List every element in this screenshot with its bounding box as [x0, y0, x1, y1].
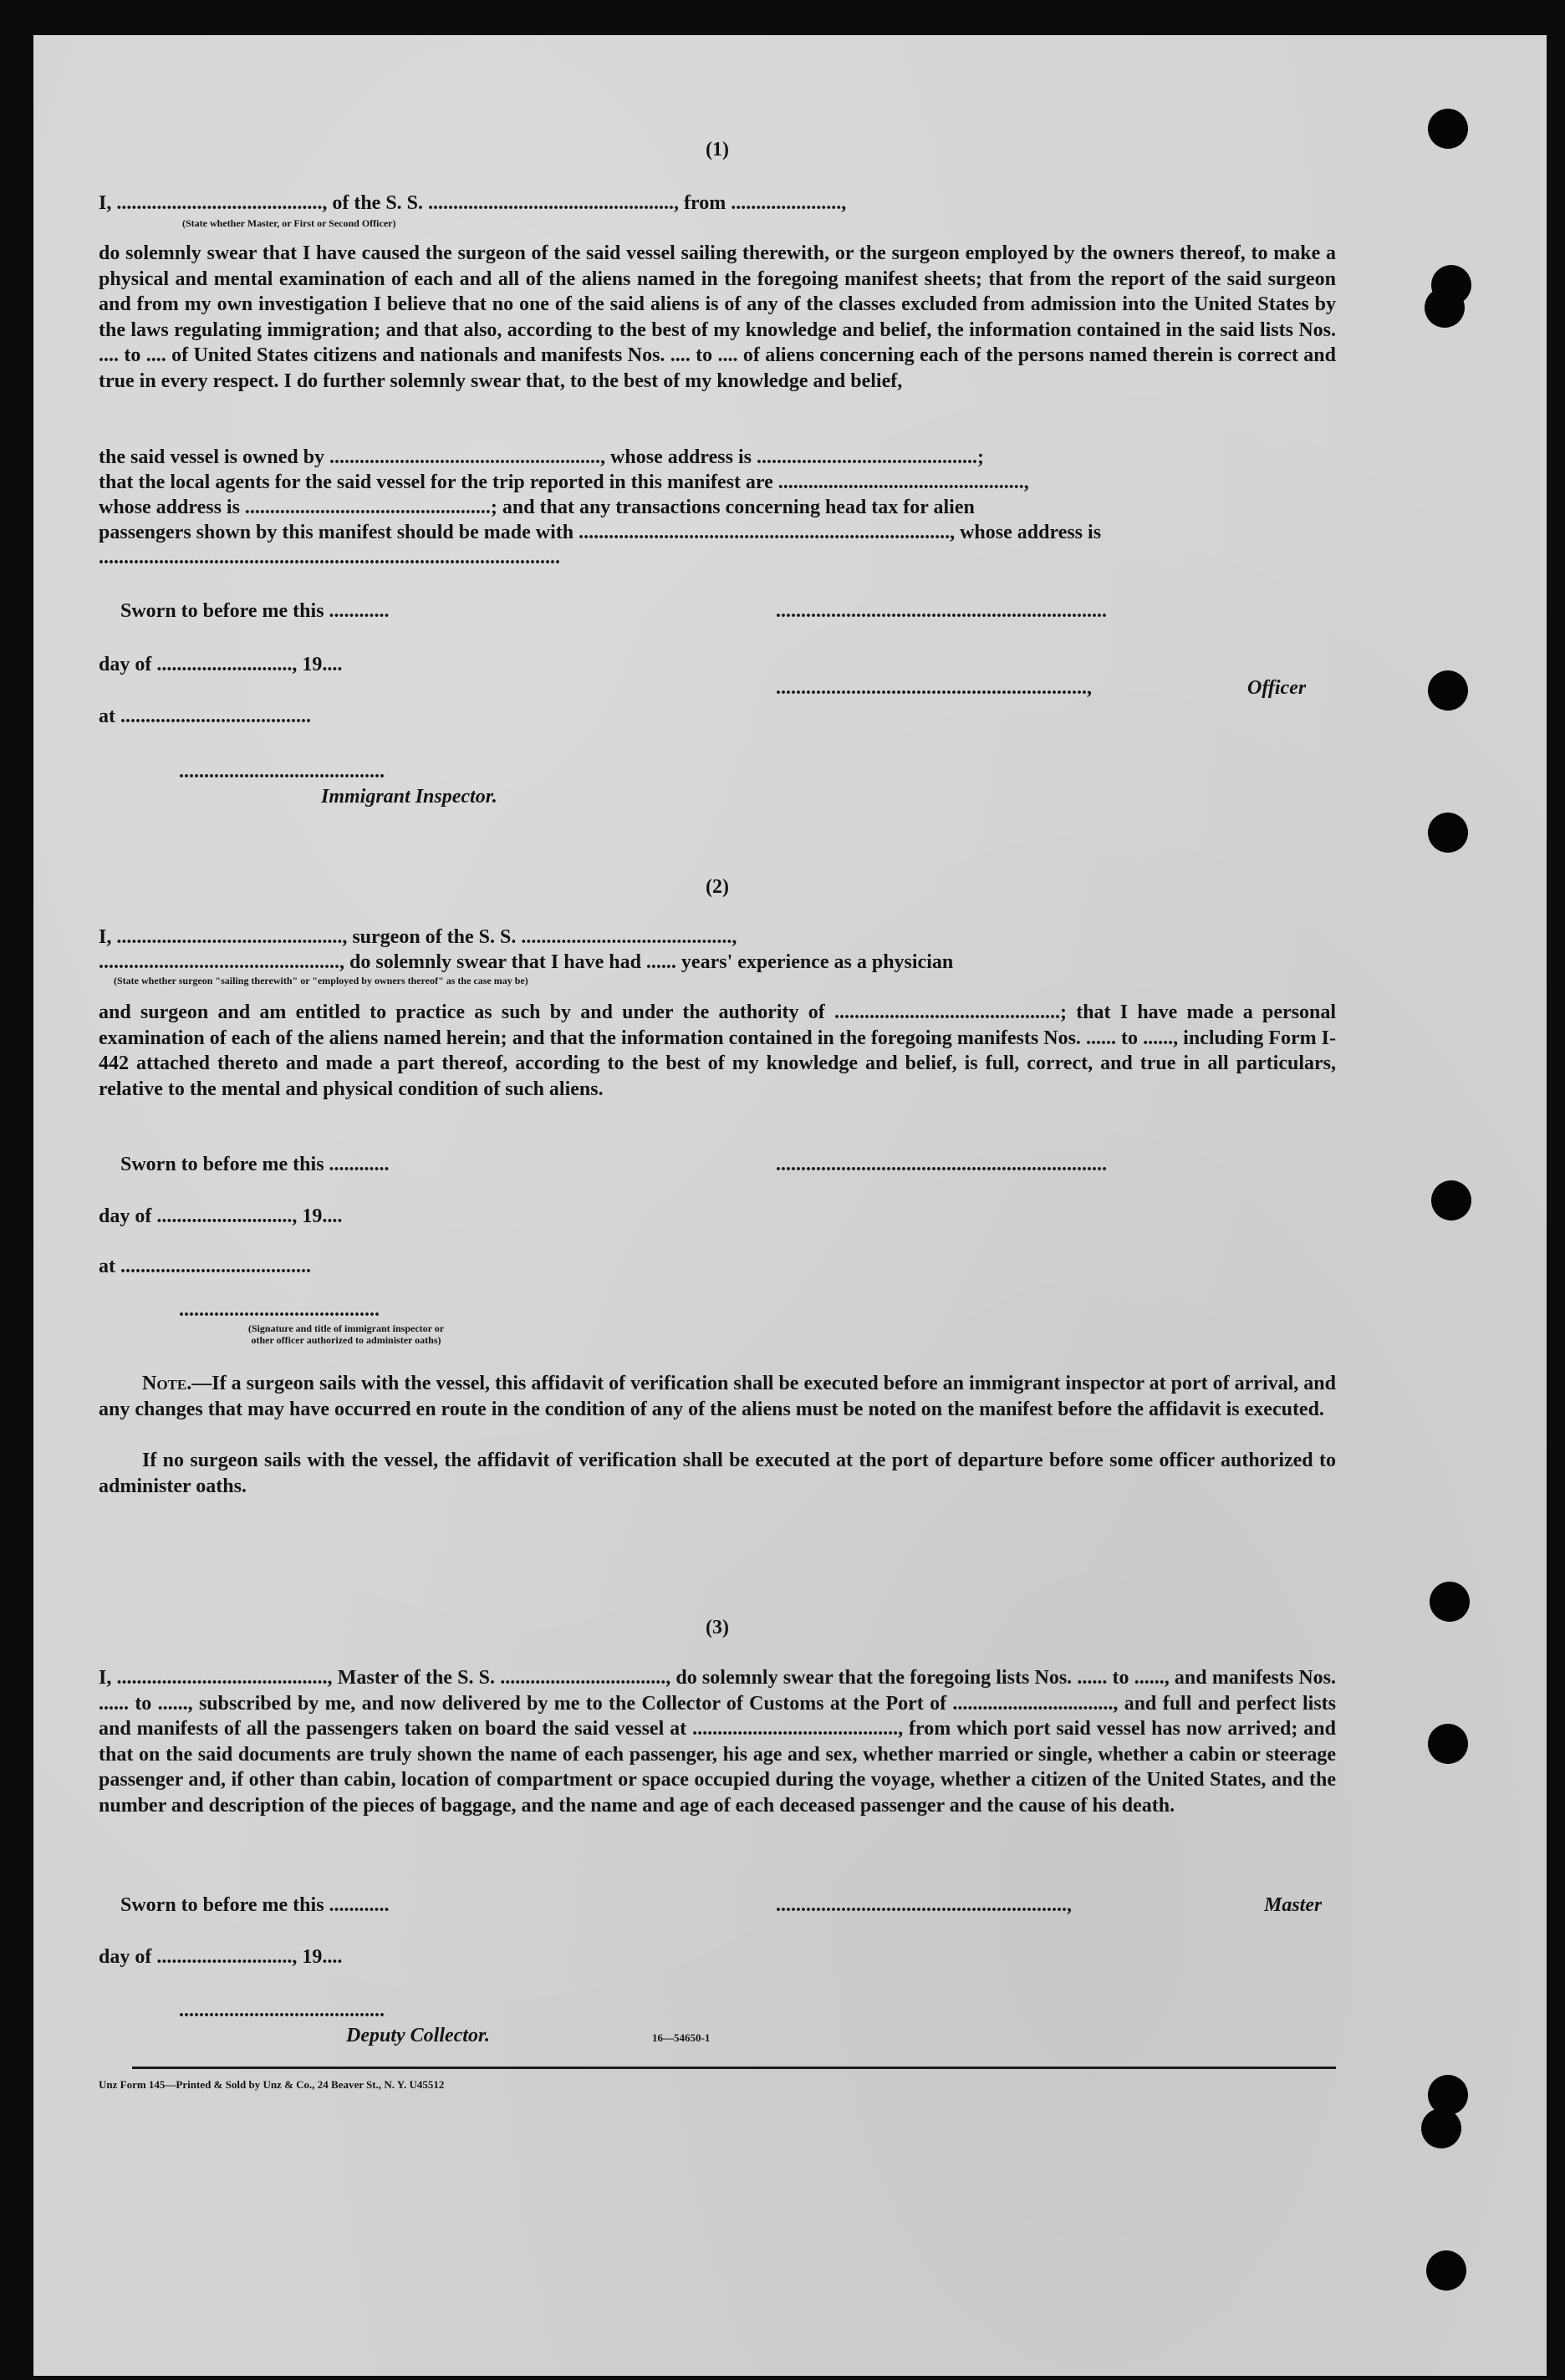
document-page [33, 35, 1547, 2376]
note-text: —If a surgeon sails with the vessel, this affidavit of verification shall be executed before an immigrant inspector at port of arrival, and any changes that may have occurred en route in the condition of any of the aliens must be noted on the manifest before the affidavit is executed. [99, 1373, 1336, 1420]
officer-signature: .............................................................., [776, 677, 1092, 699]
form-code: 16—54650-1 [652, 2031, 711, 2044]
at-line: at ...................................... [99, 706, 311, 727]
day-line: day of ..........................., 19.... [99, 1946, 343, 1968]
at-line: at ...................................... [99, 1256, 311, 1277]
sworn-line: Sworn to before me this ............ [120, 600, 390, 622]
officer-note: (State whether Master, or First or Second Officer) [182, 217, 396, 229]
inspector-label: Immigrant Inspector. [321, 786, 497, 808]
sworn-signature: .................................................................. [776, 1154, 1107, 1175]
master-label: Master [1264, 1894, 1323, 1916]
punch-hole [1428, 670, 1468, 711]
passengers-line: passengers shown by this manifest should be made with .........................................................................., whose address is [99, 522, 1102, 543]
collector-label: Deputy Collector. [346, 2025, 490, 2046]
sworn-signature: .................................................................. [776, 600, 1107, 622]
oath-body: I, .........................................., Master of the S. S. ................................., do solemnly swear that the foregoing lists Nos. ...... to ......, and manifests Nos. ...... to ......, subscribed by me, and now delivered by me to the Collector of Customs at the Port of ................................, and full and perfect lists and manifests of all the passengers taken on board the said vessel at ........................................., from which port said vessel has now arrived; and that on the said documents are truly shown the name of each passenger, his age and sex, whether married or single, whether a cabin or steerage passenger and, if other than cabin, location of compartment or space occupied during the voyage, whether a citizen of the United States, and the number and description of the pieces of baggage, and the name and age of each deceased passenger and the cause of his death. [99, 1667, 1336, 1817]
sworn-line: Sworn to before me this ............ [120, 1154, 390, 1175]
punch-hole [1425, 288, 1465, 328]
note-heading: Note. [142, 1373, 192, 1394]
signature-note: other officer authorized to administer oaths) [251, 1334, 441, 1346]
punch-hole [1421, 2108, 1461, 2148]
punch-hole [1428, 109, 1468, 149]
sworn-line: Sworn to before me this ............ [120, 1894, 390, 1916]
section-number: (3) [706, 1617, 729, 1638]
signature-note: (Signature and title of immigrant inspector or [247, 1323, 445, 1334]
day-line: day of ..........................., 19.... [99, 654, 343, 675]
day-line: day of ..........................., 19.... [99, 1205, 343, 1227]
address-line: whose address is .................................................; and that any transactions concerning head tax for alien [99, 497, 975, 518]
punch-hole [1430, 1582, 1470, 1622]
oath-body: do solemnly swear that I have caused the surgeon of the said vessel sailing therewith, or the surgeon employed by the owners thereof, to make a physical and mental examination of each and all of the aliens named in the foregoing manifest sheets; that from the report of the said surgeon and from my own investigation I believe that no one of the said aliens is of any of the classes excluded from admission into the United States by the laws regulating immigration; and that also, according to the best of my knowledge and belief, the information contained in the said lists Nos. .... to .... of United States citizens and nationals and manifests Nos. .... to .... of aliens concerning each of the persons named therein is correct and true in every respect. I do further solemnly swear that, to the best of my knowledge and belief, [99, 242, 1336, 392]
printer-line: Unz Form 145—Printed & Sold by Unz & Co., 24 Beaver St., N. Y. U45512 [99, 2078, 445, 2091]
agents-line: that the local agents for the said vessel for the trip reported in this manifest are ................................................., [99, 471, 1029, 493]
dots-line: ............................................................................................ [99, 547, 560, 568]
section-number: (1) [706, 139, 729, 161]
punch-hole [1428, 813, 1468, 853]
surgeon-note: (State whether surgeon "sailing therewith" or "employed by owners thereof" as the case may be) [114, 975, 528, 986]
footer-rule [132, 2067, 1336, 2069]
surgeon-line: I, ............................................., surgeon of the S. S. .........................................., [99, 926, 737, 948]
experience-line: ................................................, do solemnly swear that I have had ...... years' experience as a physician [99, 951, 954, 973]
punch-hole [1426, 2250, 1466, 2291]
master-signature: .........................................................., [776, 1894, 1072, 1916]
oath-body: and surgeon and am entitled to practice as such by and under the authority of .............................................; that I have made a personal examination of each of the aliens named herein; and that the information contained in the foregoing manifests Nos. ...... to ......, including Form I-442 attached thereto and made a part thereof, according to the best of my knowledge and belief, is full, correct, and true in all particulars, relative to the mental and physical condition of such aliens. [99, 1001, 1336, 1100]
collector-signature: ......................................... [179, 2000, 385, 2021]
inspector-signature: ......................................... [179, 761, 385, 782]
punch-hole [1428, 1724, 1468, 1764]
section-number: (2) [706, 876, 729, 898]
inspector-signature: ........................................ [179, 1299, 380, 1321]
note-paragraph-2: If no surgeon sails with the vessel, the affidavit of verification shall be executed at the port of departure before some officer authorized to administer oaths. [99, 1450, 1336, 1497]
officer-label: Officer [1247, 677, 1307, 699]
note-paragraph [99, 1371, 1336, 1422]
punch-hole [1431, 1180, 1471, 1221]
officer-line: I, ........................................., of the S. S. ................................................., from ......................, [99, 192, 847, 214]
owned-line: the said vessel is owned by ......................................................, whose address is ............................................; [99, 446, 984, 468]
